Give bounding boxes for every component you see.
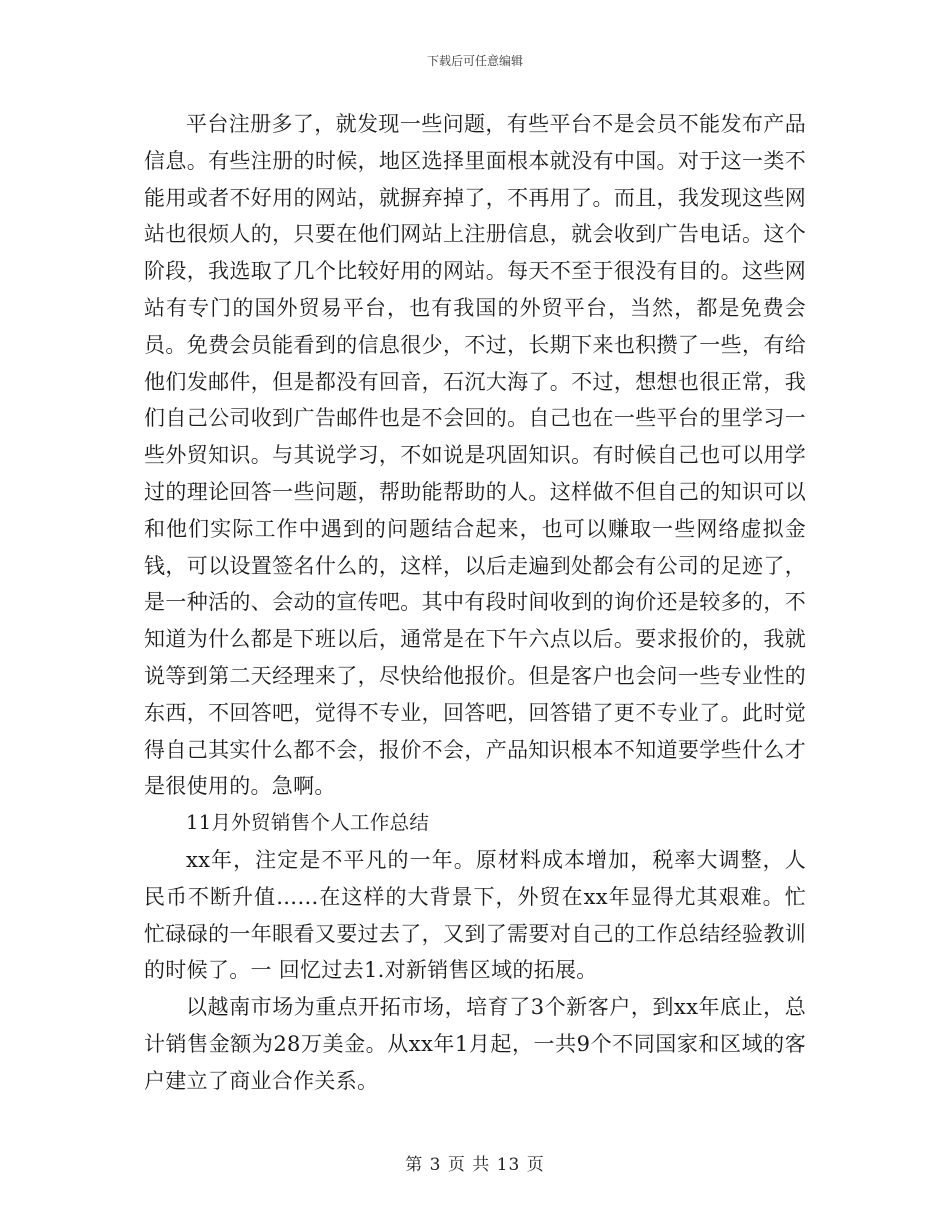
header-note: 下载后可任意编辑 <box>426 54 523 68</box>
page-header <box>0 53 950 69</box>
paragraph-platform-registration: 平台注册多了，就发现一些问题，有些平台不是会员不能发布产品信息。有些注册的时候，地区选择里面根本就没有中国。对于这一类不能用或者不好用的网站，就摒弃掉了，不再用了。而且，我发现这些网站也很烦人的，只要在他们网站上注册信息，就会收到广告电话。这个阶段，我选取了几个比较好用的网站。每天不至于很没有目的。这些网站有专门的国外贸易平台，也有我国的外贸平台，当然，都是免费会员。免费会员能看到的信息很少，不过，长期下来也积攒了一些，有给他们发邮件，但是都没有回音，石沉大海了。不过，想想也很正常，我们自己公司收到广告邮件也是不会回的。自己也在一些平台的里学习一些外贸知识。与其说学习，不如说是巩固知识。有时候自己也可以用学过的理论回答一些问题，帮助能帮助的人。这样做不但自己的知识可以和他们实际工作中遇到的问题结合起来，也可以赚取一些网络虚拟金钱，可以设置签名什么的，这样，以后走遍到处都会有公司的足迹了，是一种活的、会动的宣传吧。其中有段时间收到的询价还是较多的，不知道为什么都是下班以后，通常是在下午六点以后。要求报价的，我就说等到第二天经理来了，尽快给他报价。但是客户也会问一些专业性的东西，不回答吧，觉得不专业，回答吧，回答错了更不专业了。此时觉得自己其实什么都不会，报价不会，产品知识根本不知道要学些什么才是很使用的。急啊。 <box>144 112 806 799</box>
document-body <box>144 106 806 1100</box>
paragraph-year-review: xx年，注定是不平凡的一年。原材料成本增加，税率大调整，人民币不断升值……在这样的大背景下，外贸在xx年显得尤其艰难。忙忙碌碌的一年眼看又要过去了，又到了需要对自己的工作总结经验教训的时候了。一 回忆过去1.对新销售区域的拓展。 <box>144 847 806 983</box>
page-number: 第 3 页 共 13 页 <box>405 1155 545 1175</box>
section-title: 11月外贸销售个人工作总结 <box>186 811 430 835</box>
page-footer <box>0 1154 950 1176</box>
paragraph-vietnam-market: 以越南市场为重点开拓市场，培育了3个新客户，到xx年底止，总计销售金额为28万美金。从xx年1月起，一共9个不同国家和区域的客户建立了商业合作关系。 <box>144 995 806 1093</box>
